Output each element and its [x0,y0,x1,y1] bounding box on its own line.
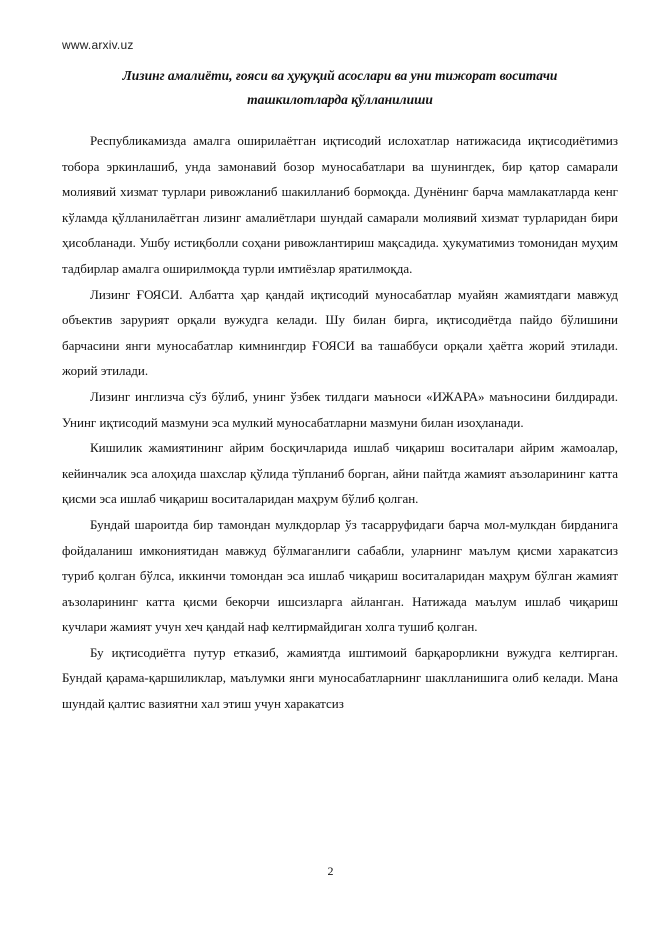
document-body [62,128,618,717]
paragraph: Республикамизда амалга оширилаётган иқтисодий ислохатлар натижасида иқтисодиётимиз тобора эркинлашиб, унда замонавий бозор муносабатлари ва шунингдек, бир қатор самарали молиявий хизмат турлари ривожланиб шакилланиб бормоқда. Дунёнинг барча мамлакатларда кенг кўламда қўлланилаётган лизинг амалиётлари шундай самарали молиявий хизмат турларидан бири ҳисобланади. Ушбу истиқболли соҳани ривожлантириш мақсадида. ҳукуматимиз томонидан муҳим тадбирлар амалга оширилмоқда турли имтиёзлар яратилмоқда. [62,133,618,276]
site-url: www.arxiv.uz [62,38,134,52]
paragraph: Бу иқтисодиётга путур етказиб, жамиятда иштимоий барқарорликни вужудга келтирган. Бундай қарама-қаршиликлар, маълумки янги муносабатларнинг шаклланишига олиб келади. Мана шундай қалтис вазиятни хал этиш учун харакатсиз [62,644,618,712]
title-line-2: ташкилотларда қўлланилиши [247,92,433,107]
paragraph: Лизинг ҒОЯСИ. Албатта ҳар қандай иқтисодий муносабатлар муайян жамиятдаги мавжуд объектив зарурият орқали вужудга келади. Шу билан бирга, иқтисодиётда пайдо бўлишини барчасини янги муносабатлар кимнингдир ҒОЯСИ ва ташаббуси орқали ҳаётга жорий этилади. жорий этилади. [62,286,618,379]
paragraph: Кишилик жамиятининг айрим босқичларида ишлаб чиқариш воситалари айрим жамоалар, кейинчалик эса алоҳида шахслар қўлида тўпланиб борган, айни пайтда жамият аъзоларининг катта қисми эса ишлаб чиқариш воситаларидан маҳрум бўлиб қолган. [62,440,618,507]
document-title [62,64,618,112]
title-line-1: Лизинг амалиёти, ғояси ва ҳуқуқий асослари ва уни тижорат воситачи [122,68,558,83]
paragraph: Лизинг инглизча сўз бўлиб, унинг ўзбек тилдаги маъноси «ИЖАРА» маъносини билдиради. Унинг иқтисодий мазмуни эса мулкий муносабатларни мазмуни билан изоҳланади. [62,388,618,430]
page-number: 2 [327,864,334,878]
paragraph: Бундай шароитда бир тамондан мулкдорлар ўз тасарруфидаги барча мол-мулкдан бирданига фойдаланиш имкониятидан мавжуд бўлмаганлиги сабабли, уларнинг маълум қисми харакатсиз туриб қолган бўлса, иккинчи томондан эса ишлаб чиқариш воситаларидан маҳрум бўлган жамият аъзоларининг катта қисми бекорчи ишсизларга айланган. Натижада маълум ишлаб чиқариш кучлари жамият учун хеч қандай наф келтирмайдиган холга тушиб қолган. [62,516,618,635]
